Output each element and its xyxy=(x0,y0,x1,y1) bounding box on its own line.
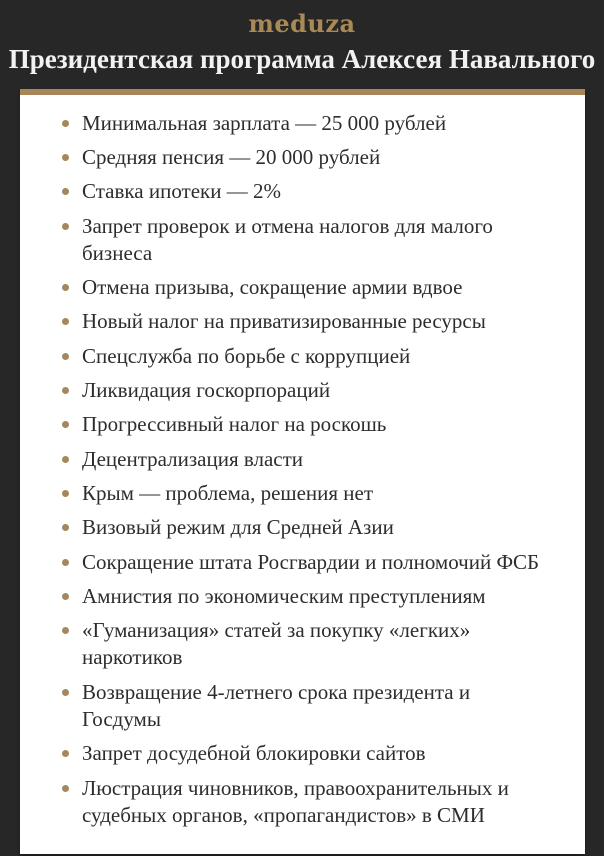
list-item-label: Децентрализация власти xyxy=(82,446,304,471)
list-item xyxy=(62,274,540,301)
bullet-icon xyxy=(62,456,69,463)
list-item-label: Визовый режим для Средней Азии xyxy=(82,515,394,540)
list-item-label: Средняя пенсия — 20 000 рублей xyxy=(82,144,381,169)
list-item-label: Крым — проблема, решения нет xyxy=(82,480,374,505)
list-item-label: Минимальная зарплата — 25 000 рублей xyxy=(82,110,447,135)
list-item-label: Люстрация чиновников, правоохранительных и судебных органов, «пропагандистов» в СМИ xyxy=(82,775,509,827)
bullet-icon xyxy=(62,750,69,757)
list-item xyxy=(62,514,540,541)
list-item-label: Сокращение штата Росгвардии и полномочий ФСБ xyxy=(82,549,540,574)
list-item-label: Амнистия по экономическим преступлениям xyxy=(82,583,486,608)
program-card xyxy=(20,89,585,855)
bullet-icon xyxy=(62,318,69,325)
bullet-icon xyxy=(62,490,69,497)
bullet-icon xyxy=(62,387,69,394)
list-item xyxy=(62,213,540,268)
list-item-label: Ликвидация госкорпораций xyxy=(82,378,331,403)
bullet-icon xyxy=(62,627,69,634)
list-item-label: Спецслужба по борьбе с коррупцией xyxy=(82,343,411,368)
list-item xyxy=(62,411,540,438)
bullet-icon xyxy=(62,120,69,127)
list-item xyxy=(62,480,540,507)
list-item xyxy=(62,740,540,767)
list-item-label: «Гуманизация» статей за покупку «легких» наркотиков xyxy=(82,618,471,670)
bullet-icon xyxy=(62,154,69,161)
list-item xyxy=(62,775,540,830)
list-item xyxy=(62,343,540,370)
list-item xyxy=(62,144,540,171)
list-item xyxy=(62,446,540,473)
list-item-label: Запрет проверок и отмена налогов для малого бизнеса xyxy=(82,213,493,265)
list-item-label: Возвращение 4-летнего срока президента и Госдумы xyxy=(82,679,471,732)
bullet-icon xyxy=(62,353,69,360)
list-item-label: Новый налог на приватизированные ресурсы xyxy=(82,309,486,334)
list-item xyxy=(62,178,540,205)
bullet-icon xyxy=(62,284,69,291)
list-item xyxy=(62,679,540,734)
list-item xyxy=(62,377,540,404)
bullet-icon xyxy=(62,689,69,696)
list-item xyxy=(62,617,540,672)
list-item-label: Запрет досудебной блокировки сайтов xyxy=(82,741,426,766)
bullet-icon xyxy=(62,421,69,428)
list-item xyxy=(62,549,540,576)
page-title: Президентская программа Алексея Навального xyxy=(8,44,596,74)
list-item-label: Прогрессивный налог на роскошь xyxy=(82,412,387,437)
list-item-label: Отмена призыва, сокращение армии вдвое xyxy=(82,275,463,300)
meduza-logo: meduza xyxy=(248,9,356,38)
bullet-icon xyxy=(62,223,69,230)
bullet-icon xyxy=(62,593,69,600)
program-list xyxy=(62,110,557,830)
list-item xyxy=(62,308,540,335)
bullet-icon xyxy=(62,559,69,566)
list-item-label: Ставка ипотеки — 2% xyxy=(82,179,281,204)
bullet-icon xyxy=(62,785,69,792)
list-item xyxy=(62,110,540,137)
bullet-icon xyxy=(62,524,69,531)
bullet-icon xyxy=(62,188,69,195)
list-item xyxy=(62,583,540,610)
